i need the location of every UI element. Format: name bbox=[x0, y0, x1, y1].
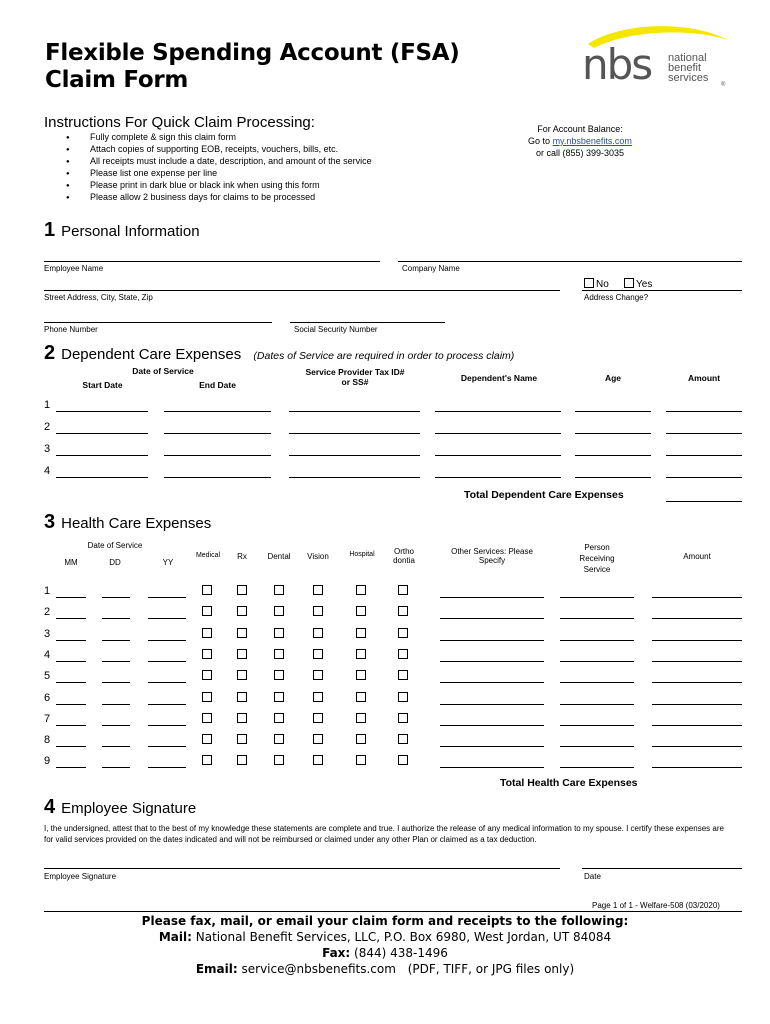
section-4-heading bbox=[44, 796, 196, 819]
dental-header: Dental bbox=[267, 552, 291, 561]
health-amount-field[interactable] bbox=[652, 597, 742, 598]
provider-tax-id-field[interactable] bbox=[289, 433, 420, 434]
hospital-checkbox[interactable] bbox=[356, 606, 366, 616]
end-date-field[interactable] bbox=[164, 433, 271, 434]
section-1-number: 1 bbox=[44, 219, 56, 241]
person-receiving-field[interactable] bbox=[560, 661, 634, 662]
age-field[interactable] bbox=[575, 477, 651, 478]
logo-tagline-1: national bbox=[668, 52, 707, 64]
dependent-amount-field[interactable] bbox=[666, 433, 742, 434]
mm-field[interactable] bbox=[56, 682, 86, 683]
company-name-label: Company Name bbox=[402, 264, 460, 273]
vision-checkbox[interactable] bbox=[313, 755, 323, 765]
address-change-label: Address Change? bbox=[584, 293, 649, 302]
person-receiving-field[interactable] bbox=[560, 746, 634, 747]
dd-field[interactable] bbox=[102, 725, 130, 726]
orthodontia-checkbox[interactable] bbox=[398, 734, 408, 744]
dd-header: DD bbox=[109, 558, 121, 567]
provider-header bbox=[285, 367, 425, 387]
vision-checkbox[interactable] bbox=[313, 606, 323, 616]
provider-tax-id-field[interactable] bbox=[289, 477, 420, 478]
other-services-field[interactable] bbox=[440, 597, 544, 598]
dd-field[interactable] bbox=[102, 618, 130, 619]
fax-number: (844) 438-1496 bbox=[354, 946, 448, 960]
rx-checkbox[interactable] bbox=[237, 606, 247, 616]
phone-number-field[interactable] bbox=[44, 322, 272, 323]
footer-fax bbox=[0, 946, 770, 960]
person-receiving-field[interactable] bbox=[560, 767, 634, 768]
hospital-checkbox[interactable] bbox=[356, 649, 366, 659]
total-dependent-care-field[interactable] bbox=[666, 501, 742, 502]
yy-field[interactable] bbox=[148, 682, 186, 683]
rx-checkbox[interactable] bbox=[237, 734, 247, 744]
section-2-title: Dependent Care Expenses bbox=[61, 346, 242, 363]
mm-field[interactable] bbox=[56, 767, 86, 768]
hospital-checkbox[interactable] bbox=[356, 628, 366, 638]
orthodontia-checkbox[interactable] bbox=[398, 755, 408, 765]
health-amount-header: Amount bbox=[683, 552, 711, 561]
other-line2: Specify bbox=[478, 556, 506, 565]
address-change-no-checkbox[interactable] bbox=[584, 278, 594, 288]
dental-checkbox[interactable] bbox=[274, 670, 284, 680]
medical-header: Medical bbox=[195, 552, 221, 559]
dental-checkbox[interactable] bbox=[274, 755, 284, 765]
hospital-checkbox[interactable] bbox=[356, 734, 366, 744]
health-date-of-service-header: Date of Service bbox=[87, 541, 143, 550]
instruction-item: ● Attach copies of supporting EOB, receipts, vouchers, bills, etc. bbox=[66, 143, 372, 155]
dependent-name-header: Dependent's Name bbox=[460, 373, 538, 383]
person-receiving-field[interactable] bbox=[560, 618, 634, 619]
dd-field[interactable] bbox=[102, 640, 130, 641]
hospital-header: Hospital bbox=[349, 551, 375, 558]
mm-field[interactable] bbox=[56, 746, 86, 747]
other-services-field[interactable] bbox=[440, 725, 544, 726]
phone-number-label: Phone Number bbox=[44, 325, 98, 334]
mm-field[interactable] bbox=[56, 618, 86, 619]
rx-checkbox[interactable] bbox=[237, 649, 247, 659]
dd-field[interactable] bbox=[102, 767, 130, 768]
person-line3: Service bbox=[583, 565, 611, 574]
medical-checkbox[interactable] bbox=[202, 606, 212, 616]
dd-field[interactable] bbox=[102, 746, 130, 747]
ssn-label: Social Security Number bbox=[294, 325, 378, 334]
address-change-line bbox=[582, 290, 742, 291]
person-receiving-field[interactable] bbox=[560, 640, 634, 641]
orthodontia-checkbox[interactable] bbox=[398, 585, 408, 595]
mm-field[interactable] bbox=[56, 704, 86, 705]
other-line1: Other Services: Please bbox=[451, 547, 533, 556]
mm-field[interactable] bbox=[56, 725, 86, 726]
logo-tagline bbox=[668, 53, 708, 83]
instruction-item: ● Please print in dark blue or black ink when using this form bbox=[66, 179, 372, 191]
email-label: Email: bbox=[195, 962, 238, 976]
health-amount-field[interactable] bbox=[652, 725, 742, 726]
medical-checkbox[interactable] bbox=[202, 628, 212, 638]
health-amount-field[interactable] bbox=[652, 704, 742, 705]
orthodontia-checkbox[interactable] bbox=[398, 628, 408, 638]
vision-checkbox[interactable] bbox=[313, 713, 323, 723]
end-date-field[interactable] bbox=[164, 411, 271, 412]
other-services-field[interactable] bbox=[440, 618, 544, 619]
health-amount-field[interactable] bbox=[652, 746, 742, 747]
no-label: No bbox=[596, 279, 609, 290]
dependent-amount-field[interactable] bbox=[666, 477, 742, 478]
rx-header: Rx bbox=[237, 552, 247, 561]
section-4-number: 4 bbox=[44, 796, 56, 818]
medical-checkbox[interactable] bbox=[202, 585, 212, 595]
medical-checkbox[interactable] bbox=[202, 713, 212, 723]
section-2-note: (Dates of Service are required in order to process claim) bbox=[253, 350, 515, 362]
balance-goto-text: Go to bbox=[528, 136, 553, 146]
instructions-heading: Instructions For Quick Claim Processing: bbox=[44, 114, 315, 131]
other-services-field[interactable] bbox=[440, 661, 544, 662]
signature-date-label: Date bbox=[584, 872, 601, 881]
section-4-title: Employee Signature bbox=[61, 800, 197, 817]
dental-checkbox[interactable] bbox=[274, 734, 284, 744]
ortho-line2: dontia bbox=[393, 556, 415, 565]
logo-tagline-3: services bbox=[668, 72, 709, 84]
dependent-amount-header: Amount bbox=[687, 373, 721, 383]
rx-checkbox[interactable] bbox=[237, 755, 247, 765]
balance-heading: For Account Balance: bbox=[537, 124, 623, 134]
person-line2: Receiving bbox=[579, 554, 615, 563]
footer-mail bbox=[0, 930, 770, 944]
health-row-number: 1 bbox=[44, 585, 51, 597]
person-receiving-field[interactable] bbox=[560, 725, 634, 726]
health-amount-field[interactable] bbox=[652, 618, 742, 619]
vision-checkbox[interactable] bbox=[313, 585, 323, 595]
yy-header: YY bbox=[162, 558, 174, 567]
person-receiving-field[interactable] bbox=[560, 704, 634, 705]
vision-checkbox[interactable] bbox=[313, 670, 323, 680]
dependent-name-field[interactable] bbox=[435, 455, 561, 456]
orthodontia-checkbox[interactable] bbox=[398, 692, 408, 702]
balance-goto bbox=[470, 135, 690, 147]
medical-checkbox[interactable] bbox=[202, 734, 212, 744]
health-amount-field[interactable] bbox=[652, 767, 742, 768]
person-receiving-header bbox=[560, 542, 634, 575]
dependent-row-number: 4 bbox=[44, 465, 51, 477]
rx-checkbox[interactable] bbox=[237, 692, 247, 702]
dependent-date-of-service-header: Date of Service bbox=[132, 366, 194, 376]
provider-header-line1: Service Provider Tax ID# bbox=[305, 367, 405, 377]
medical-checkbox[interactable] bbox=[202, 755, 212, 765]
mail-address: National Benefit Services, LLC, P.O. Box 6980, West Jordan, UT 84084 bbox=[195, 930, 612, 944]
instruction-item: ● All receipts must include a date, description, and amount of the service bbox=[66, 155, 372, 167]
end-date-field[interactable] bbox=[164, 455, 271, 456]
orthodontia-checkbox[interactable] bbox=[398, 649, 408, 659]
total-dependent-care-label: Total Dependent Care Expenses bbox=[464, 489, 624, 501]
total-health-care-label: Total Health Care Expenses bbox=[500, 777, 638, 789]
other-services-field[interactable] bbox=[440, 640, 544, 641]
footer-heading: Please fax, mail, or email your claim form and receipts to the following: bbox=[141, 914, 629, 928]
dependent-row-number: 2 bbox=[44, 421, 51, 433]
balance-link[interactable]: my.nbsbenefits.com bbox=[552, 136, 632, 146]
end-date-field[interactable] bbox=[164, 477, 271, 478]
health-row-number: 7 bbox=[44, 712, 51, 725]
health-row-number: 9 bbox=[44, 755, 51, 768]
dental-checkbox[interactable] bbox=[274, 649, 284, 659]
person-line1: Person bbox=[584, 543, 610, 552]
attestation-text: I, the undersigned, attest that to the best of my knowledge these statements are complete and true. I authorize the release of any medical information to my spouse. I certify these expenses are for valid services provided on the dates indicated and will not be reimbursed or claimed under any other Plan or claimed as a tax deduction. bbox=[44, 824, 724, 844]
end-date-header: End Date bbox=[199, 380, 236, 390]
start-date-field[interactable] bbox=[56, 477, 148, 478]
yy-field[interactable] bbox=[148, 746, 186, 747]
health-row-number: 4 bbox=[44, 648, 51, 661]
email-note: (PDF, TIFF, or JPG files only) bbox=[407, 962, 575, 976]
dependent-name-field[interactable] bbox=[435, 477, 561, 478]
health-row-number: 3 bbox=[44, 627, 51, 640]
yy-field[interactable] bbox=[148, 640, 186, 641]
section-3-title: Health Care Expenses bbox=[61, 515, 212, 532]
dental-checkbox[interactable] bbox=[274, 585, 284, 595]
form-title-line2: Claim Form bbox=[45, 67, 189, 93]
hospital-checkbox[interactable] bbox=[356, 755, 366, 765]
hospital-checkbox[interactable] bbox=[356, 670, 366, 680]
yy-field[interactable] bbox=[148, 767, 186, 768]
address-change-yes-checkbox[interactable] bbox=[624, 278, 634, 288]
person-receiving-field[interactable] bbox=[560, 682, 634, 683]
ssn-field[interactable] bbox=[290, 322, 445, 323]
orthodontia-checkbox[interactable] bbox=[398, 713, 408, 723]
start-date-field[interactable] bbox=[56, 433, 148, 434]
vision-checkbox[interactable] bbox=[313, 628, 323, 638]
dependent-amount-field[interactable] bbox=[666, 455, 742, 456]
rx-checkbox[interactable] bbox=[237, 628, 247, 638]
section-1-title: Personal Information bbox=[61, 223, 200, 240]
vision-header: Vision bbox=[307, 552, 329, 561]
footer-divider bbox=[44, 911, 742, 912]
orthodontia-checkbox[interactable] bbox=[398, 606, 408, 616]
orthodontia-checkbox[interactable] bbox=[398, 670, 408, 680]
other-services-field[interactable] bbox=[440, 767, 544, 768]
section-2-number: 2 bbox=[44, 342, 56, 364]
employee-name-field[interactable] bbox=[44, 261, 380, 262]
dependent-amount-field[interactable] bbox=[666, 411, 742, 412]
rx-checkbox[interactable] bbox=[237, 670, 247, 680]
other-services-field[interactable] bbox=[440, 704, 544, 705]
yy-field[interactable] bbox=[148, 661, 186, 662]
company-name-field[interactable] bbox=[398, 261, 742, 262]
mm-header: MM bbox=[64, 558, 78, 567]
nbs-logo bbox=[580, 22, 730, 92]
provider-header-line2: or SS# bbox=[341, 377, 369, 387]
hospital-checkbox[interactable] bbox=[356, 585, 366, 595]
dental-checkbox[interactable] bbox=[274, 606, 284, 616]
dd-field[interactable] bbox=[102, 597, 130, 598]
balance-call: or call (855) 399-3035 bbox=[535, 148, 625, 158]
yy-field[interactable] bbox=[148, 618, 186, 619]
vision-checkbox[interactable] bbox=[313, 649, 323, 659]
account-balance-info bbox=[470, 123, 690, 159]
hospital-checkbox[interactable] bbox=[356, 713, 366, 723]
street-address-label: Street Address, City, State, Zip bbox=[44, 293, 153, 302]
email-address: service@nbsbenefits.com bbox=[241, 962, 396, 976]
vision-checkbox[interactable] bbox=[313, 734, 323, 744]
vision-checkbox[interactable] bbox=[313, 692, 323, 702]
other-services-field[interactable] bbox=[440, 746, 544, 747]
mail-label: Mail: bbox=[158, 930, 192, 944]
other-services-field[interactable] bbox=[440, 682, 544, 683]
health-amount-field[interactable] bbox=[652, 640, 742, 641]
start-date-header: Start Date bbox=[82, 380, 123, 390]
age-header: Age bbox=[604, 373, 622, 383]
employee-signature-label: Employee Signature bbox=[44, 872, 117, 881]
section-3-heading bbox=[44, 511, 211, 534]
age-field[interactable] bbox=[575, 433, 651, 434]
section-1-heading bbox=[44, 219, 200, 242]
medical-checkbox[interactable] bbox=[202, 692, 212, 702]
logo-registered-mark: ® bbox=[721, 82, 726, 88]
street-address-field[interactable] bbox=[44, 290, 560, 291]
health-row-number: 2 bbox=[44, 606, 51, 619]
health-row-number: 5 bbox=[44, 670, 51, 683]
yes-label: Yes bbox=[636, 279, 653, 290]
medical-checkbox[interactable] bbox=[202, 649, 212, 659]
ortho-line1: Ortho bbox=[393, 547, 414, 556]
start-date-field[interactable] bbox=[56, 455, 148, 456]
logo-tagline-2: benefit bbox=[668, 62, 702, 74]
dependent-row-number: 1 bbox=[44, 399, 51, 411]
health-row-number: 6 bbox=[44, 691, 51, 704]
dental-checkbox[interactable] bbox=[274, 628, 284, 638]
employee-signature-field[interactable] bbox=[44, 868, 560, 869]
health-row-number: 8 bbox=[44, 734, 51, 747]
health-amount-field[interactable] bbox=[652, 682, 742, 683]
start-date-field[interactable] bbox=[56, 411, 148, 412]
medical-checkbox[interactable] bbox=[202, 670, 212, 680]
provider-tax-id-field[interactable] bbox=[289, 455, 420, 456]
instruction-item: ● Please allow 2 business days for claims to be processed bbox=[66, 191, 372, 203]
orthodontia-header bbox=[386, 547, 422, 565]
dependent-name-field[interactable] bbox=[435, 411, 561, 412]
mm-field[interactable] bbox=[56, 597, 86, 598]
yy-field[interactable] bbox=[148, 704, 186, 705]
age-field[interactable] bbox=[575, 411, 651, 412]
instruction-item: ● Please list one expense per line bbox=[66, 167, 372, 179]
section-2-heading bbox=[44, 342, 514, 365]
fax-label: Fax: bbox=[322, 946, 351, 960]
mm-field[interactable] bbox=[56, 661, 86, 662]
hospital-checkbox[interactable] bbox=[356, 692, 366, 702]
health-amount-field[interactable] bbox=[652, 661, 742, 662]
dental-checkbox[interactable] bbox=[274, 692, 284, 702]
mm-field[interactable] bbox=[56, 640, 86, 641]
dd-field[interactable] bbox=[102, 682, 130, 683]
other-services-header bbox=[440, 547, 544, 565]
age-field[interactable] bbox=[575, 455, 651, 456]
dependent-name-field[interactable] bbox=[435, 433, 561, 434]
provider-tax-id-field[interactable] bbox=[289, 411, 420, 412]
person-receiving-field[interactable] bbox=[560, 597, 634, 598]
rx-checkbox[interactable] bbox=[237, 585, 247, 595]
instructions-list bbox=[66, 131, 372, 203]
employee-name-label: Employee Name bbox=[44, 264, 104, 273]
yy-field[interactable] bbox=[148, 725, 186, 726]
rx-checkbox[interactable] bbox=[237, 713, 247, 723]
dd-field[interactable] bbox=[102, 704, 130, 705]
yy-field[interactable] bbox=[148, 597, 186, 598]
dependent-row-number: 3 bbox=[44, 443, 51, 455]
page-info: Page 1 of 1 - Welfare-508 (03/2020) bbox=[592, 901, 720, 910]
footer-email bbox=[0, 962, 770, 976]
signature-date-field[interactable] bbox=[582, 868, 742, 869]
dental-checkbox[interactable] bbox=[274, 713, 284, 723]
logo-brand: nbs bbox=[582, 40, 652, 89]
instruction-item: ● Fully complete & sign this claim form bbox=[66, 131, 372, 143]
dd-field[interactable] bbox=[102, 661, 130, 662]
section-3-number: 3 bbox=[44, 511, 56, 533]
form-title-line1: Flexible Spending Account (FSA) bbox=[45, 40, 460, 66]
